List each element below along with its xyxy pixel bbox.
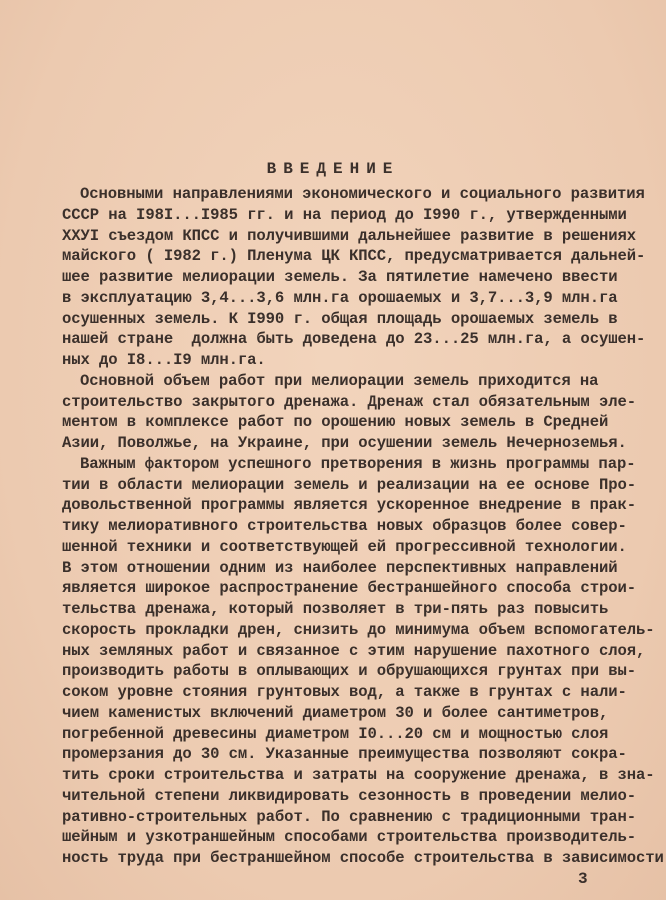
- section-title: ВВЕДЕНИЕ: [266, 160, 400, 178]
- text-line: СССР на I98I...I985 гг. и на период до I990 г., утвержденными: [62, 205, 627, 224]
- text-line: шейным и узкотраншейным способами строительства производитель-: [62, 828, 636, 847]
- text-line: ность труда при бестраншейном способе строительства в зависимости: [62, 849, 664, 867]
- text-line: ративно-строительных работ. По сравнению с традиционными тран-: [62, 807, 636, 826]
- text-line: чием каменистых включений диаметром 30 и более сантиметров,: [62, 703, 609, 722]
- text-line: в эксплуатацию 3,4...3,6 млн.га орошаемых и 3,7...3,9 млн.га: [62, 288, 618, 307]
- text-line: промерзания до 30 см. Указанные преимущества позволяют сокра-: [62, 745, 627, 764]
- text-line: является широкое распространение бестраншейного способа строи-: [62, 579, 636, 598]
- text-line: ХХУI съездом КПСС и получившими дальнейшее развитие в решениях: [62, 226, 636, 245]
- text-line: ных до I8...I9 млн.га.: [62, 351, 266, 369]
- text-line: В этом отношении одним из наиболее перспективных направлений: [62, 558, 618, 577]
- text-line: ных земляных работ и связанное с этим нарушение пахотного слоя,: [62, 641, 646, 660]
- text-line: ментом в комплексе работ по орошению новых земель в Средней: [62, 413, 609, 432]
- text-line: погребенной древесины диаметром I0...20 см и мощностью слоя: [62, 724, 609, 743]
- text-line: соком уровне стояния грунтовых вод, а также в грунтах с нали-: [62, 683, 627, 701]
- text-line: скорость прокладки дрен, снизить до минимума объем вспомогатель-: [62, 620, 655, 639]
- text-line: строительство закрытого дренажа. Дренаж стал обязательным эле-: [62, 392, 636, 411]
- text-line: шенной техники и соответствующей ей прогрессивной технологии.: [62, 537, 627, 556]
- page-number: 3: [578, 870, 588, 888]
- text-line: тику мелиоративного строительства новых образцов более совер-: [62, 517, 627, 535]
- text-line: нашей стране должна быть доведена до 23...25 млн.га, а осушен-: [62, 330, 646, 349]
- text-line: Важным фактором успешного претворения в жизнь программы пар-: [80, 454, 636, 473]
- text-line: майского ( I982 г.) Пленума ЦК КПСС, предусматривается дальней-: [62, 247, 646, 266]
- body-text: [62, 184, 664, 869]
- text-line: производить работы в оплывающих и обрушающихся грунтах при вы-: [62, 662, 636, 681]
- text-line: тить сроки строительства и затраты на сооружение дренажа, в зна-: [62, 766, 655, 784]
- text-line: тельства дренажа, который позволяет в три-пять раз повысить: [62, 600, 609, 618]
- text-line: Азии, Поволжье, на Украине, при осушении земель Нечерноземья.: [62, 434, 627, 452]
- text-line: Основной объем работ при мелиорации земель приходится на: [80, 371, 599, 390]
- text-line: тии в области мелиорации земель и реализации на ее основе Про-: [62, 475, 636, 494]
- text-line: чительной степени ликвидировать сезонность в проведении мелио-: [62, 786, 636, 805]
- text-line: Основными направлениями экономического и социального развития: [80, 185, 645, 203]
- text-line: шее развитие мелиорации земель. За пятилетие намечено ввести: [62, 268, 618, 286]
- text-line: довольственной программы является ускоренное внедрение в прак-: [62, 496, 636, 515]
- text-line: осушенных земель. К I990 г. общая площадь орошаемых земель в: [62, 309, 618, 328]
